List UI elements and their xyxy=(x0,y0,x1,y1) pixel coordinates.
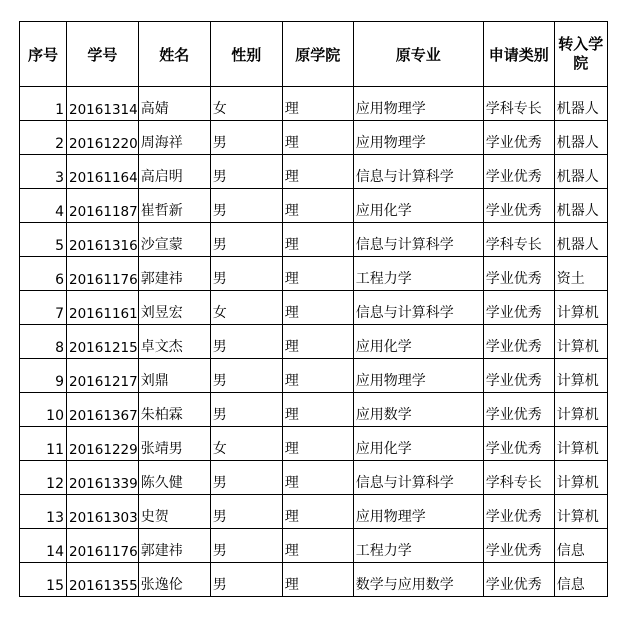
cell-student-id: 20161339 xyxy=(67,461,139,495)
header-name: 姓名 xyxy=(138,22,210,87)
cell-serial: 8 xyxy=(20,325,67,359)
cell-student-id: 20161176 xyxy=(67,529,139,563)
cell-serial: 5 xyxy=(20,223,67,257)
cell-original-major: 应用化学 xyxy=(353,427,483,461)
table-row xyxy=(20,461,608,495)
header-serial: 序号 xyxy=(20,22,67,87)
cell-original-major: 应用化学 xyxy=(353,189,483,223)
cell-application-type: 学业优秀 xyxy=(483,189,554,223)
cell-application-type: 学业优秀 xyxy=(483,155,554,189)
cell-original-college: 理 xyxy=(282,291,353,325)
cell-original-college: 理 xyxy=(282,121,353,155)
cell-target-college: 计算机 xyxy=(554,325,607,359)
cell-original-major: 应用化学 xyxy=(353,325,483,359)
cell-student-id: 20161164 xyxy=(67,155,139,189)
cell-serial: 7 xyxy=(20,291,67,325)
cell-student-id: 20161187 xyxy=(67,189,139,223)
cell-name: 朱柏霖 xyxy=(138,393,210,427)
cell-serial: 3 xyxy=(20,155,67,189)
cell-gender: 男 xyxy=(210,359,282,393)
cell-application-type: 学科专长 xyxy=(483,461,554,495)
cell-target-college: 机器人 xyxy=(554,121,607,155)
cell-name: 刘昱宏 xyxy=(138,291,210,325)
cell-name: 高婧 xyxy=(138,87,210,121)
cell-student-id: 20161217 xyxy=(67,359,139,393)
cell-original-major: 信息与计算科学 xyxy=(353,223,483,257)
cell-application-type: 学业优秀 xyxy=(483,427,554,461)
cell-name: 沙宣蒙 xyxy=(138,223,210,257)
cell-target-college: 计算机 xyxy=(554,427,607,461)
cell-application-type: 学业优秀 xyxy=(483,325,554,359)
cell-serial: 15 xyxy=(20,563,67,597)
cell-gender: 男 xyxy=(210,325,282,359)
cell-original-major: 应用物理学 xyxy=(353,359,483,393)
cell-original-major: 工程力学 xyxy=(353,257,483,291)
table-row xyxy=(20,359,608,393)
cell-original-major: 应用物理学 xyxy=(353,121,483,155)
table-row xyxy=(20,563,608,597)
cell-gender: 女 xyxy=(210,291,282,325)
cell-name: 刘鼎 xyxy=(138,359,210,393)
cell-serial: 11 xyxy=(20,427,67,461)
cell-application-type: 学业优秀 xyxy=(483,393,554,427)
cell-student-id: 20161220 xyxy=(67,121,139,155)
table-row xyxy=(20,189,608,223)
cell-serial: 10 xyxy=(20,393,67,427)
cell-original-major: 工程力学 xyxy=(353,529,483,563)
cell-gender: 男 xyxy=(210,121,282,155)
cell-application-type: 学科专长 xyxy=(483,87,554,121)
cell-application-type: 学业优秀 xyxy=(483,359,554,393)
cell-application-type: 学业优秀 xyxy=(483,495,554,529)
cell-student-id: 20161355 xyxy=(67,563,139,597)
cell-original-college: 理 xyxy=(282,393,353,427)
cell-serial: 1 xyxy=(20,87,67,121)
cell-gender: 男 xyxy=(210,155,282,189)
cell-original-college: 理 xyxy=(282,155,353,189)
table-row xyxy=(20,291,608,325)
cell-original-major: 信息与计算科学 xyxy=(353,291,483,325)
cell-target-college: 信息 xyxy=(554,563,607,597)
cell-target-college: 信息 xyxy=(554,529,607,563)
cell-original-college: 理 xyxy=(282,529,353,563)
transfer-student-table xyxy=(19,21,608,597)
cell-serial: 9 xyxy=(20,359,67,393)
cell-application-type: 学业优秀 xyxy=(483,257,554,291)
cell-serial: 14 xyxy=(20,529,67,563)
cell-gender: 女 xyxy=(210,427,282,461)
cell-original-college: 理 xyxy=(282,189,353,223)
cell-original-college: 理 xyxy=(282,87,353,121)
table-row xyxy=(20,529,608,563)
cell-target-college: 机器人 xyxy=(554,155,607,189)
cell-target-college: 计算机 xyxy=(554,291,607,325)
header-application-type: 申请类别 xyxy=(483,22,554,87)
cell-gender: 男 xyxy=(210,563,282,597)
cell-original-major: 应用数学 xyxy=(353,393,483,427)
cell-name: 周海祥 xyxy=(138,121,210,155)
cell-serial: 2 xyxy=(20,121,67,155)
cell-original-major: 数学与应用数学 xyxy=(353,563,483,597)
cell-serial: 4 xyxy=(20,189,67,223)
cell-target-college: 资土 xyxy=(554,257,607,291)
header-original-major: 原专业 xyxy=(353,22,483,87)
cell-target-college: 机器人 xyxy=(554,87,607,121)
cell-target-college: 计算机 xyxy=(554,359,607,393)
cell-student-id: 20161367 xyxy=(67,393,139,427)
cell-name: 高启明 xyxy=(138,155,210,189)
table-row xyxy=(20,257,608,291)
cell-original-college: 理 xyxy=(282,325,353,359)
cell-student-id: 20161316 xyxy=(67,223,139,257)
cell-target-college: 机器人 xyxy=(554,223,607,257)
cell-student-id: 20161161 xyxy=(67,291,139,325)
cell-student-id: 20161314 xyxy=(67,87,139,121)
cell-gender: 男 xyxy=(210,529,282,563)
cell-name: 卓文杰 xyxy=(138,325,210,359)
cell-serial: 13 xyxy=(20,495,67,529)
cell-name: 张靖男 xyxy=(138,427,210,461)
cell-original-college: 理 xyxy=(282,257,353,291)
cell-application-type: 学业优秀 xyxy=(483,121,554,155)
cell-original-major: 信息与计算科学 xyxy=(353,461,483,495)
table-row xyxy=(20,393,608,427)
header-student-id: 学号 xyxy=(67,22,139,87)
cell-student-id: 20161303 xyxy=(67,495,139,529)
cell-original-college: 理 xyxy=(282,495,353,529)
cell-original-college: 理 xyxy=(282,427,353,461)
cell-original-major: 应用物理学 xyxy=(353,495,483,529)
cell-application-type: 学业优秀 xyxy=(483,563,554,597)
cell-student-id: 20161215 xyxy=(67,325,139,359)
cell-target-college: 计算机 xyxy=(554,393,607,427)
cell-original-major: 信息与计算科学 xyxy=(353,155,483,189)
header-row xyxy=(20,22,608,87)
cell-original-college: 理 xyxy=(282,461,353,495)
cell-original-college: 理 xyxy=(282,223,353,257)
cell-name: 崔哲新 xyxy=(138,189,210,223)
table-row xyxy=(20,223,608,257)
cell-original-major: 应用物理学 xyxy=(353,87,483,121)
table-row xyxy=(20,427,608,461)
cell-gender: 男 xyxy=(210,189,282,223)
cell-target-college: 计算机 xyxy=(554,461,607,495)
table-row xyxy=(20,121,608,155)
cell-gender: 女 xyxy=(210,87,282,121)
cell-name: 郭建祎 xyxy=(138,529,210,563)
cell-name: 郭建祎 xyxy=(138,257,210,291)
cell-name: 史贺 xyxy=(138,495,210,529)
cell-serial: 12 xyxy=(20,461,67,495)
cell-target-college: 计算机 xyxy=(554,495,607,529)
cell-gender: 男 xyxy=(210,393,282,427)
cell-serial: 6 xyxy=(20,257,67,291)
cell-application-type: 学业优秀 xyxy=(483,291,554,325)
cell-student-id: 20161229 xyxy=(67,427,139,461)
cell-gender: 男 xyxy=(210,495,282,529)
cell-name: 张逸伦 xyxy=(138,563,210,597)
cell-name: 陈久健 xyxy=(138,461,210,495)
cell-gender: 男 xyxy=(210,461,282,495)
cell-gender: 男 xyxy=(210,257,282,291)
cell-original-college: 理 xyxy=(282,563,353,597)
table-row xyxy=(20,87,608,121)
header-target-college: 转入学院 xyxy=(554,22,607,87)
cell-student-id: 20161176 xyxy=(67,257,139,291)
cell-original-college: 理 xyxy=(282,359,353,393)
header-original-college: 原学院 xyxy=(282,22,353,87)
cell-application-type: 学业优秀 xyxy=(483,529,554,563)
cell-target-college: 机器人 xyxy=(554,189,607,223)
table-row xyxy=(20,155,608,189)
table-row xyxy=(20,495,608,529)
cell-application-type: 学科专长 xyxy=(483,223,554,257)
header-gender: 性别 xyxy=(210,22,282,87)
cell-gender: 男 xyxy=(210,223,282,257)
table-row xyxy=(20,325,608,359)
